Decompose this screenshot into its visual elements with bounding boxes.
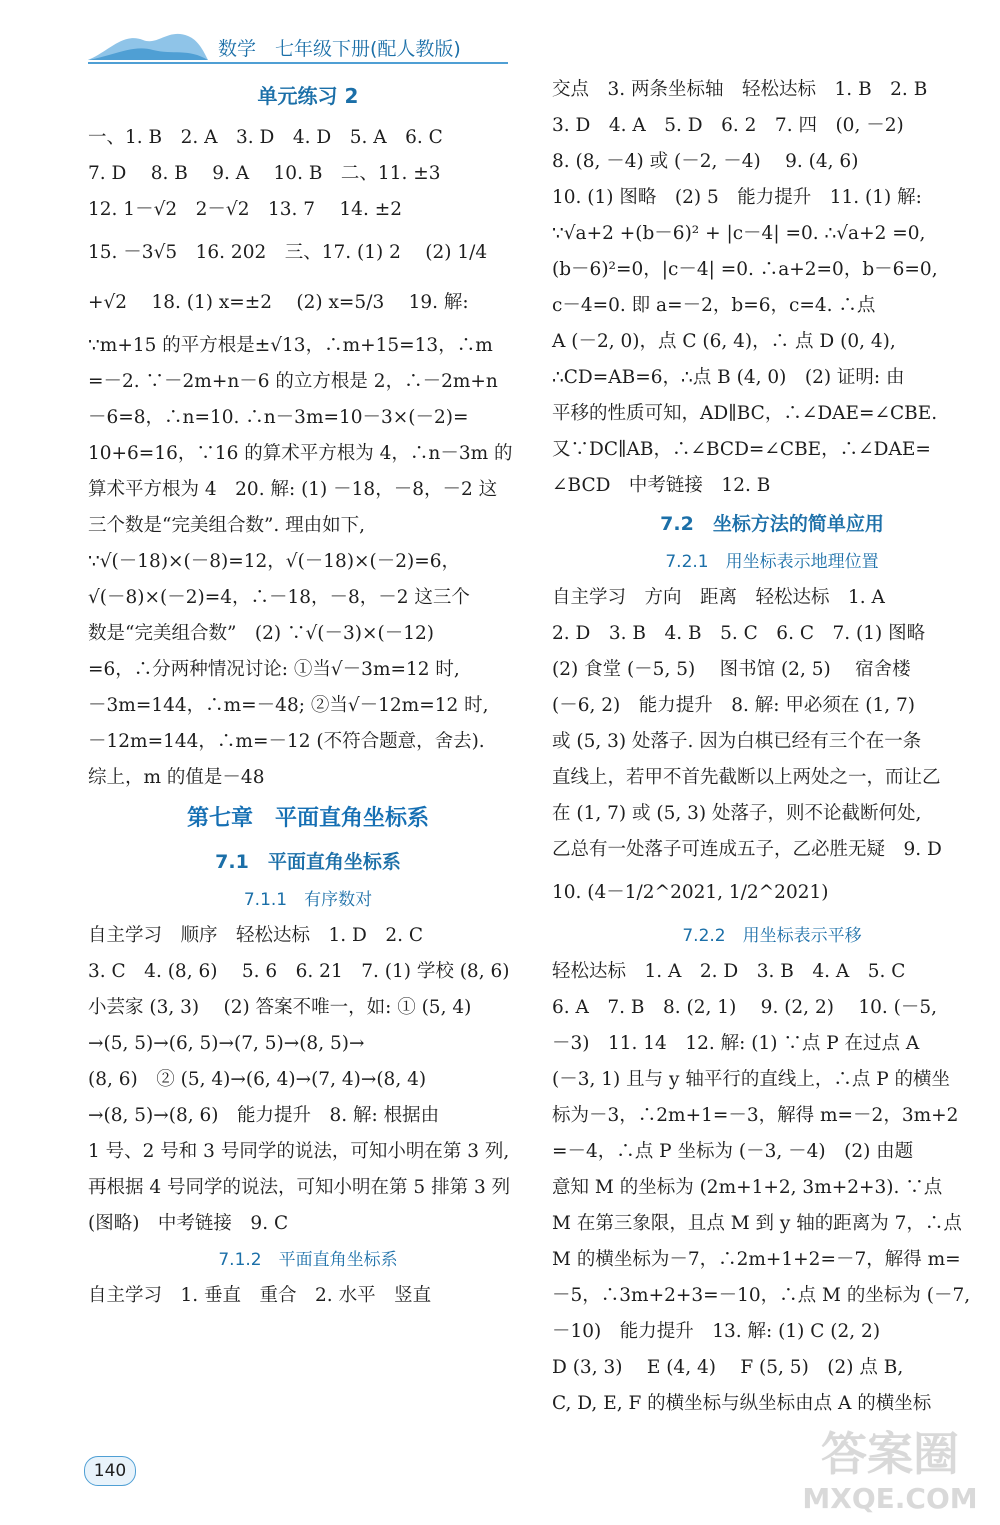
answer-line: 再根据 4 号同学的说法，可知小明在第 5 排第 3 列	[88, 1177, 511, 1198]
answer-line: ∵m+15 的平方根是±√13，∴m+15=13，∴m	[88, 335, 493, 356]
unit-heading: 单元练习 2	[257, 84, 359, 108]
answer-line: 10. (1) 图略 (2) 5 能力提升 11. (1) 解:	[552, 187, 922, 208]
answer-line: =－4，∴点 P 坐标为 (－3, －4) (2) 由题	[552, 1141, 914, 1162]
header-title: 数学 七年级下册(配人教版)	[218, 38, 461, 60]
answer-line: 6. A 7. B 8. (2, 1) 9. (2, 2) 10. (－5,	[552, 997, 937, 1018]
answer-line: 自主学习 1. 垂直 重合 2. 水平 竖直	[88, 1285, 432, 1306]
answer-line: 一、1. B 2. A 3. D 4. D 5. A 6. C	[88, 127, 443, 148]
answer-line: 12. 1－√2 2－√2 13. 7 14. ±2	[88, 199, 402, 220]
answer-line: －5，∴3m+2+3=－10，∴点 M 的坐标为 (－7,	[552, 1285, 971, 1306]
svg-text:MXQE.COM: MXQE.COM	[802, 1482, 978, 1515]
answer-line: 乙总有一处落子可连成五子，乙必胜无疑 9. D	[552, 839, 942, 860]
answer-line: =6，∴分两种情况讨论: ①当√－3m=12 时,	[88, 659, 460, 680]
answer-line: D (3, 3) E (4, 4) F (5, 5) (2) 点 B,	[552, 1357, 904, 1378]
answer-line: M 的横坐标为－7，∴2m+1+2=－7，解得 m=	[552, 1249, 961, 1270]
answer-line: －3) 11. 14 12. 解: (1) ∵点 P 在过点 A	[552, 1033, 920, 1054]
answer-line: －6=8，∴n=10. ∴n－3m=10－3×(－2)=	[88, 407, 469, 428]
answer-line: 15. －3√5 16. 202 三、17. (1) 2 (2) 1/4	[88, 242, 488, 263]
answer-line: 或 (5, 3) 处落子. 因为白棋已经有三个在一条	[552, 731, 922, 752]
answer-line: C, D, E, F 的横坐标与纵坐标由点 A 的横坐标	[552, 1393, 932, 1414]
answer-line: 轻松达标 1. A 2. D 3. B 4. A 5. C	[552, 961, 906, 982]
answer-line: →(5, 5)→(6, 5)→(7, 5)→(8, 5)→	[88, 1033, 365, 1054]
answer-line: 意知 M 的坐标为 (2m+1+2, 3m+2+3). ∵点	[552, 1177, 943, 1198]
answer-line: 2. D 3. B 4. B 5. C 6. C 7. (1) 图略	[552, 623, 926, 644]
answer-line: M 在第三象限，且点 M 到 y 轴的距离为 7，∴点	[552, 1213, 962, 1234]
answer-line: 3. D 4. A 5. D 6. 2 7. 四 (0, －2)	[552, 115, 904, 136]
answer-line: (2) 食堂 (－5, 5) 图书馆 (2, 5) 宿舍楼	[552, 659, 911, 680]
answer-line: (－6, 2) 能力提升 8. 解: 甲必须在 (1, 7)	[552, 695, 916, 716]
answer-line: 标为－3，∴2m+1=－3，解得 m=－2，3m+2	[552, 1105, 959, 1126]
answer-line: 自主学习 顺序 轻松达标 1. D 2. C	[88, 925, 424, 946]
answer-line: 交点 3. 两条坐标轴 轻松达标 1. B 2. B	[552, 79, 928, 100]
answer-line: 直线上，若甲不首先截断以上两处之一，而让乙	[552, 767, 941, 788]
answer-line: －10) 能力提升 13. 解: (1) C (2, 2)	[552, 1321, 881, 1342]
answer-line: (b－6)²=0，|c－4| =0. ∴a+2=0，b－6=0,	[552, 259, 938, 280]
answer-line: 算术平方根为 4 20. 解: (1) －18，－8，－2 这	[88, 479, 498, 500]
running-header	[88, 22, 508, 68]
answer-line: =－2. ∵－2m+n－6 的立方根是 2，∴－2m+n	[88, 371, 498, 392]
answer-line: 又∵DC∥AB，∴∠BCD=∠CBE，∴∠DAE=	[552, 439, 931, 460]
answer-line: 自主学习 方向 距离 轻松达标 1. A	[552, 587, 885, 608]
answer-line: 8. (8, －4) 或 (－2, －4) 9. (4, 6)	[552, 151, 859, 172]
right-column	[552, 72, 992, 1422]
answer-line: →(8, 5)→(8, 6) 能力提升 8. 解: 根据由	[88, 1105, 440, 1126]
subsection-heading: 7.2.1 用坐标表示地理位置	[665, 552, 879, 572]
answer-line: ∵√a+2 +(b－6)² + |c－4| =0. ∴√a+2 =0,	[552, 223, 926, 244]
answer-line: 10+6=16，∵16 的算术平方根为 4，∴n－3m 的	[88, 443, 513, 464]
answer-line: ∴CD=AB=6，∴点 B (4, 0) (2) 证明: 由	[552, 367, 905, 388]
answer-line: 3. C 4. (8, 6) 5. 6 6. 21 7. (1) 学校 (8, 6)	[88, 961, 510, 982]
answer-line: 数是“完美组合数” (2) ∵√(－3)×(－12)	[88, 623, 434, 644]
answer-line: ∠BCD 中考链接 12. B	[552, 475, 771, 496]
answer-line: (－3, 1) 且与 y 轴平行的直线上，∴点 P 的横坐	[552, 1069, 951, 1090]
chapter-heading: 第七章 平面直角坐标系	[186, 806, 429, 831]
svg-text:答案圈: 答案圈	[821, 1427, 959, 1481]
answer-line: 7. D 8. B 9. A 10. B 二、11. ±3	[88, 163, 441, 184]
left-column	[88, 72, 528, 1314]
answer-line: －3m=144，∴m=－48; ②当√－12m=12 时,	[88, 695, 489, 716]
subsection-heading: 7.2.2 用坐标表示平移	[682, 926, 862, 946]
answer-line: ∵√(－18)×(－8)=12，√(－18)×(－2)=6，	[88, 551, 461, 572]
subsection-heading: 7.1.2 平面直角坐标系	[218, 1250, 398, 1270]
answer-line: 1 号、2 号和 3 号同学的说法，可知小明在第 3 列,	[88, 1141, 510, 1162]
answer-line: (8, 6) ② (5, 4)→(6, 4)→(7, 4)→(8, 4)	[88, 1069, 427, 1090]
answer-line: c－4=0. 即 a=－2，b=6，c=4. ∴点	[552, 295, 876, 316]
header-divider	[88, 62, 508, 64]
answer-line: 在 (1, 7) 或 (5, 3) 处落子，则不论截断何处,	[552, 803, 922, 824]
answer-line: A (－2, 0)，点 C (6, 4)，∴ 点 D (0, 4),	[552, 331, 896, 352]
page-number: 140	[84, 1456, 136, 1486]
watermark-logo	[790, 1418, 990, 1518]
subsection-heading: 7.1.1 有序数对	[243, 890, 373, 910]
mountain-wave-icon	[88, 22, 208, 62]
section-heading: 7.2 坐标方法的简单应用	[660, 513, 884, 535]
answer-line: 综上，m 的值是－48	[88, 767, 265, 788]
answer-line: +√2 18. (1) x=±2 (2) x=5/3 19. 解:	[88, 292, 469, 313]
answer-line: －12m=144，∴m=－12 (不符合题意，舍去).	[88, 731, 485, 752]
answer-line: √(－8)×(－2)=4，∴－18，－8，－2 这三个	[88, 587, 470, 608]
answer-line: 小芸家 (3, 3) (2) 答案不唯一，如: ① (5, 4)	[88, 997, 472, 1018]
answer-line: (图略) 中考链接 9. C	[88, 1213, 289, 1234]
section-heading: 7.1 平面直角坐标系	[215, 851, 401, 873]
answer-line: 10. (4－1/2^2021, 1/2^2021)	[552, 882, 829, 903]
answer-line: 三个数是“完美组合数”. 理由如下,	[88, 515, 366, 536]
answer-line: 平移的性质可知，AD∥BC，∴∠DAE=∠CBE.	[552, 403, 938, 424]
